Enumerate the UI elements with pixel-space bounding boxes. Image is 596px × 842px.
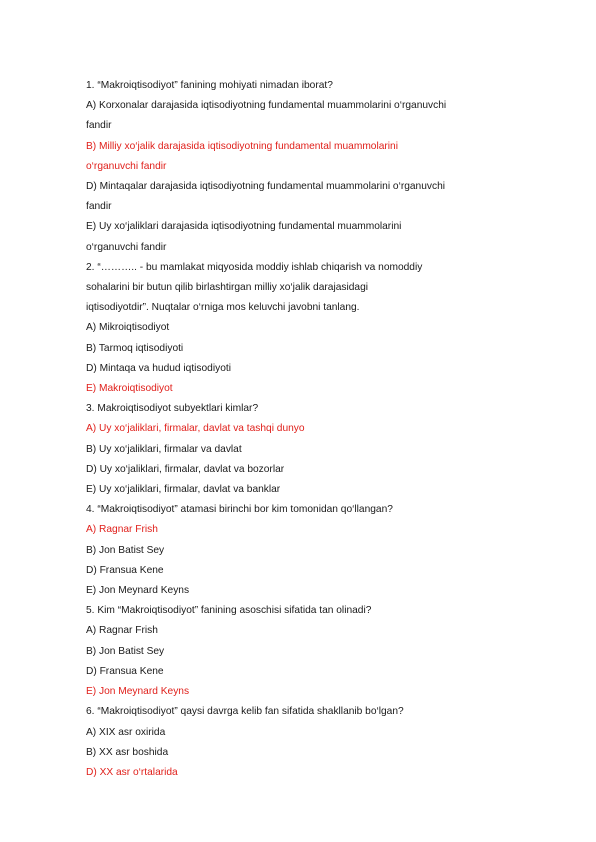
text-line: D) Mintaqalar darajasida iqtisodiyotning fundamental muammolarini o‘rganuvchi: [86, 181, 446, 193]
correct-answer-line: A) Uy xo‘jaliklari, firmalar, davlat va tashqi dunyo: [86, 423, 305, 435]
text-line: B) Jon Batist Sey: [86, 645, 165, 657]
text-line: A) Korxonalar darajasida iqtisodiyotning fundamental muammolarini o‘rganuvchi: [86, 100, 447, 112]
text-line: D) Fransua Kene: [86, 665, 164, 677]
text-line: D) Fransua Kene: [86, 564, 164, 576]
text-line: B) Tarmoq iqtisodiyoti: [86, 342, 184, 354]
correct-answer-line: E) Jon Meynard Keyns: [86, 686, 190, 698]
text-line: A) XIX asr oxirida: [86, 726, 166, 738]
text-line: sohalarini bir butun qilib birlashtirgan milliy xo‘jalik darajasidagi: [86, 282, 368, 294]
text-line: iqtisodiyotdir”. Nuqtalar o‘rniga mos keluvchi javobni tanlang.: [86, 302, 360, 314]
quiz-content: [86, 76, 526, 783]
correct-answer-line: A) Ragnar Frish: [86, 524, 158, 536]
question-line: 5. Kim “Makroiqtisodiyot” fanining asoschisi sifatida tan olinadi?: [86, 605, 372, 617]
text-line: B) Jon Batist Sey: [86, 544, 165, 556]
correct-answer-line: B) Milliy xo‘jalik darajasida iqtisodiyotning fundamental muammolarini: [86, 140, 398, 152]
text-line: fandir: [86, 120, 112, 132]
text-line: B) Uy xo‘jaliklari, firmalar va davlat: [86, 443, 242, 455]
question-line: 6. “Makroiqtisodiyot” qaysi davrga kelib fan sifatida shakllanib bo‘lgan?: [86, 706, 404, 718]
question-line: 1. “Makroiqtisodiyot” fanining mohiyati nimadan iborat?: [86, 80, 333, 91]
text-line: D) Mintaqa va hudud iqtisodiyoti: [86, 362, 231, 374]
text-line: E) Uy xo‘jaliklari, firmalar, davlat va banklar: [86, 484, 281, 496]
text-line: D) Uy xo‘jaliklari, firmalar, davlat va bozorlar: [86, 463, 285, 475]
text-line: fandir: [86, 201, 112, 213]
text-line: o‘rganuvchi fandir: [86, 241, 167, 253]
question-line: 4. “Makroiqtisodiyot” atamasi birinchi bor kim tomonidan qo‘llangan?: [86, 504, 393, 516]
text-line: B) XX asr boshida: [86, 746, 169, 758]
correct-answer-line: D) XX asr o‘rtalarida: [86, 766, 178, 778]
text-line: E) Jon Meynard Keyns: [86, 585, 190, 597]
text-line: E) Uy xo‘jaliklari darajasida iqtisodiyotning fundamental muammolarini: [86, 221, 402, 233]
question-line: 3. Makroiqtisodiyot subyektlari kimlar?: [86, 403, 259, 415]
text-line: A) Ragnar Frish: [86, 625, 158, 637]
correct-answer-line: o‘rganuvchi fandir: [86, 160, 167, 172]
question-line: 2. “……….. - bu mamlakat miqyosida moddiy ishlab chiqarish va nomoddiy: [86, 261, 423, 273]
text-line: A) Mikroiqtisodiyot: [86, 322, 170, 334]
correct-answer-line: E) Makroiqtisodiyot: [86, 383, 173, 395]
